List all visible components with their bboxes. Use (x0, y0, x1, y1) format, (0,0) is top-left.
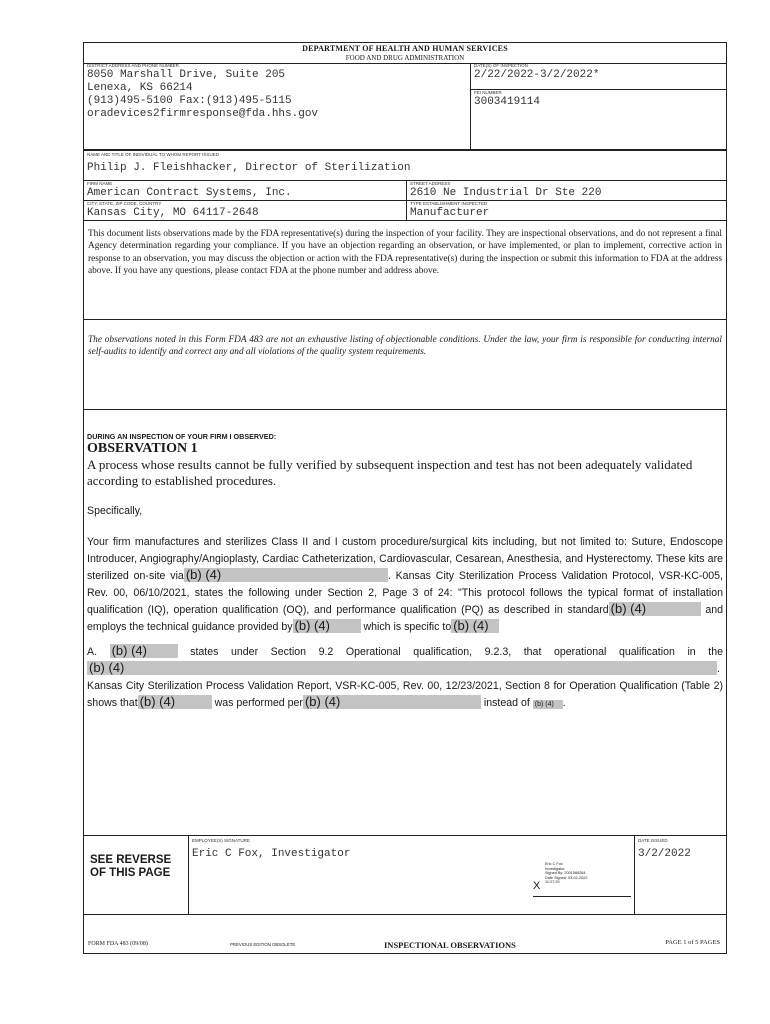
city-value: Kansas City, MO 64117-2648 (87, 207, 259, 219)
redaction-box: (b) (4) (609, 602, 701, 616)
dates-label: DATE(S) OF INSPECTION (474, 63, 528, 68)
pa-text-c: . (717, 663, 720, 675)
esig-line: 11:27:29 (545, 880, 560, 885)
signature-label: EMPLOYEE(S) SIGNATURE (192, 838, 250, 843)
p1-text-a: Your firm manufactures and sterilizes Class II and I custom procedure/surgical kits including, but not limited to: Suture, Endoscope Introducer, Angiography/Angioplasty, Cardiac Catheterization, Cardiovascular, Cesarean, Anesthesia, and Hysterectomy. These kits are sterilized on-site via (87, 536, 723, 582)
observation-paragraph-a (84, 644, 726, 712)
electronic-signature (533, 860, 631, 897)
pa-text-d: Kansas City Sterilization Process Validation Report, VSR-KC-005, Rev. 00, 12/23/2021, Section 8 for Operation Qualification (Table 2) shows that (87, 680, 723, 709)
dates-value: 2/22/2022-3/2/2022* (474, 69, 600, 81)
redaction-box: (b) (4) (184, 568, 388, 582)
pa-text-f: instead of (483, 697, 530, 709)
fei-label: FEI NUMBER (474, 90, 502, 95)
signature-x-mark: X (533, 880, 541, 892)
page-count: PAGE 1 of 5 PAGES (665, 939, 720, 946)
footer-title: INSPECTIONAL OBSERVATIONS (384, 940, 516, 950)
date-issued-label: DATE ISSUED (638, 838, 668, 843)
redaction-box: (b) (4) (303, 695, 481, 709)
pa-text-g: . (562, 697, 566, 709)
redaction-box: (b) (4) (110, 644, 178, 658)
district-line-2: Lenexa, KS 66214 (87, 82, 193, 94)
specifically-label: Specifically, (87, 505, 143, 517)
establishment-value: Manufacturer (410, 207, 490, 219)
district-label: DISTRICT ADDRESS AND PHONE NUMBER (87, 63, 179, 68)
esig-line: Investigator (545, 866, 565, 871)
city-block (84, 201, 726, 221)
redaction-box: (b) (4) (293, 619, 361, 633)
agency-title: FOOD AND DRUG ADMINISTRATION (345, 54, 465, 62)
p1-text-d: which is specific to (363, 621, 452, 633)
form-footer (84, 915, 726, 953)
establishment-label: TYPE ESTABLISHMENT INSPECTED (410, 201, 488, 206)
form-number: FORM FDA 483 (09/08) (88, 941, 148, 947)
redaction-box: (b) (4) (87, 661, 717, 675)
observation-paragraph-1 (84, 534, 726, 636)
pa-text-e: was performed per (214, 697, 303, 709)
district-cell (84, 63, 470, 149)
individual-value: Philip J. Fleishhacker, Director of Sterilization (87, 162, 411, 174)
form-header (84, 43, 726, 64)
esig-line: Signed By: 2001566264 (545, 871, 586, 876)
pa-text-a: A. (87, 646, 98, 658)
see-reverse-text: SEE REVERSE OF THIS PAGE (90, 854, 172, 879)
notice-text: This document lists observations made by the FDA representative(s) during the inspection of your facility. They are inspectional observations, and do not represent a final Agency determination regarding your compliance. If you have an objection regarding an observation, or have implemented, or plan to implement, corrective action in response to an observation, you may discuss the objection or action with the FDA representative(s) during the inspection or submit this information to FDA at the address above. If you have any questions, please contact FDA at the phone number and address above. (88, 229, 722, 276)
observations-heading: DURING AN INSPECTION OF YOUR FIRM I OBSERVED: (87, 432, 277, 441)
dates-cell (470, 63, 726, 149)
observations-section (84, 410, 726, 835)
street-label: STREET ADDRESS (410, 181, 451, 186)
district-line-3: (913)495-5100 Fax:(913)495-5115 (87, 95, 292, 107)
date-issued-value: 3/2/2022 (638, 848, 691, 860)
individual-block (84, 150, 726, 181)
city-label: CITY, STATE, ZIP CODE, COUNTRY (87, 201, 162, 206)
observation-title: OBSERVATION 1 (87, 441, 198, 456)
notice-block (84, 221, 726, 320)
firm-label: FIRM NAME (87, 181, 113, 186)
signature-name: Eric C Fox, Investigator (192, 848, 351, 860)
esig-line: Eric C Fox (545, 862, 563, 866)
p1-text-b: . Kansas City Sterilization Process Validation Protocol, VSR-KC-005, Rev. 00, 06/10/2021, states the following under Section 2, Page 3 of 24: "This protocol follows the typical format of installation qualification (IQ), operation qualification (OQ), and performance qualification (PQ) as described in standard (87, 570, 723, 616)
district-block (84, 63, 726, 150)
firm-value: American Contract Systems, Inc. (87, 187, 292, 199)
district-line-1: 8050 Marshall Drive, Suite 205 (87, 69, 286, 81)
obsolete-notice: PREVIOUS EDITION OBSOLETE (230, 942, 296, 947)
district-line-4: oradevices2firmresponse@fda.hhs.gov (87, 108, 319, 120)
disclaimer-text: The observations noted in this Form FDA 483 are not an exhaustive listing of objectionable conditions. Under the law, your firm is responsible for conducting internal self-audits to identify and correct any and all violations of the quality system requirements. (88, 335, 722, 358)
fda-483-form (83, 42, 727, 954)
pa-text-b: states under Section 9.2 Operational qualification, 9.2.3, that operational qualification in the (190, 646, 723, 658)
firm-block (84, 181, 726, 201)
street-value: 2610 Ne Industrial Dr Ste 220 (410, 187, 602, 199)
fei-value: 3003419114 (474, 96, 541, 108)
signature-block (84, 835, 726, 915)
redaction-box: (b) (4) (138, 695, 212, 709)
department-title: DEPARTMENT OF HEALTH AND HUMAN SERVICES (302, 44, 508, 53)
redaction-box: (b) (4) (451, 619, 499, 633)
redaction-box: (b) (4) (533, 700, 563, 709)
individual-label: NAME AND TITLE OF INDIVIDUAL TO WHOM REPORT ISSUED (87, 152, 219, 157)
disclaimer-block (84, 320, 726, 410)
p1-text-c: and employs the technical guidance provided by (87, 604, 723, 633)
esig-line: Date Signed: 03-02-2022 (545, 875, 588, 880)
observation-summary: A process whose results cannot be fully verified by subsequent inspection and test has not been adequately validated according to established procedures. (87, 457, 693, 488)
